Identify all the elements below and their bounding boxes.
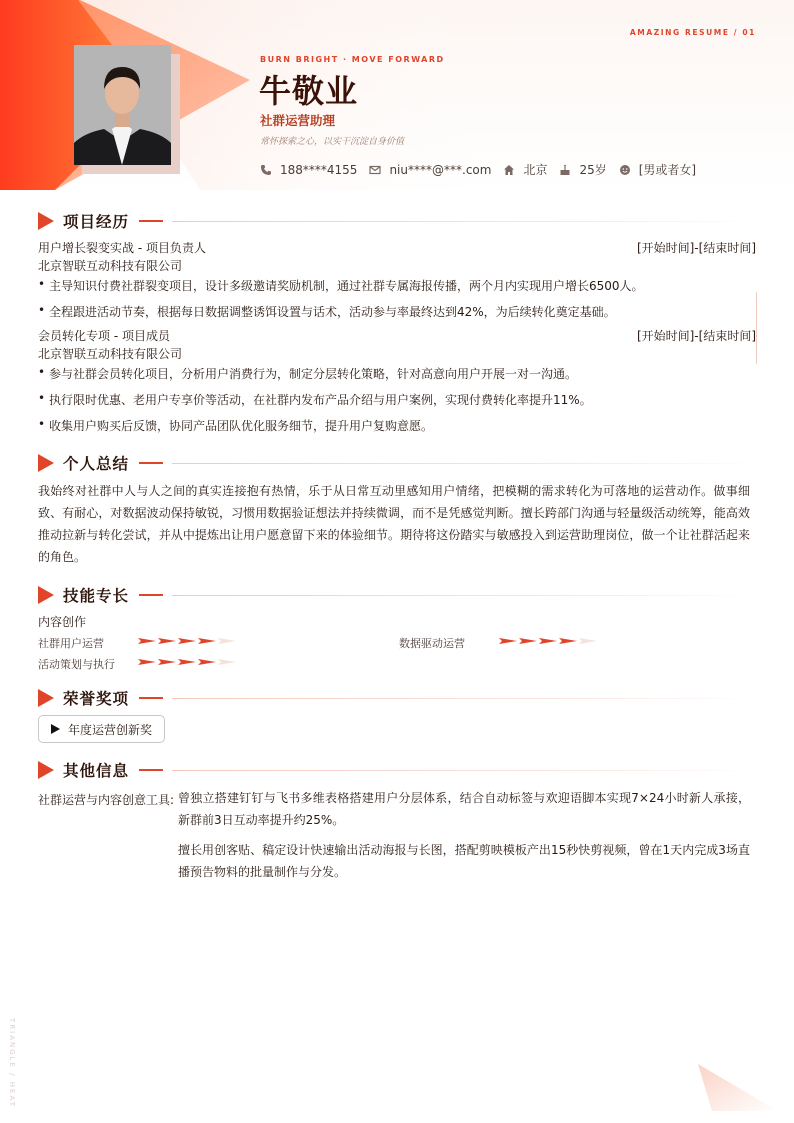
section-title: 项目经历 (63, 213, 130, 231)
home-icon (503, 164, 515, 176)
section-dash (139, 220, 163, 222)
skill-arrow-filled (198, 658, 216, 666)
contact-age (559, 161, 606, 178)
section-summary-header (38, 452, 758, 474)
footer-triangle-decoration (690, 1060, 780, 1115)
skill-arrow-filled (158, 658, 176, 666)
skill-arrow-filled (138, 637, 156, 645)
section-dash (139, 697, 163, 699)
job-title: 社群运营助理 (260, 113, 336, 128)
section-dash (139, 769, 163, 771)
skill-arrow-filled (519, 637, 537, 645)
project-company: 北京智联互动科技有限公司 (38, 347, 183, 361)
project-bullet: • 收集用户购买后反馈，协同产品团队优化服务细节，提升用户复购意愿。 (38, 417, 756, 434)
section-skills-header (38, 584, 758, 606)
project-title: 用户增长裂变实战 - 项目负责人 (38, 241, 206, 255)
section-other-header (38, 759, 758, 781)
contact-phone (260, 163, 357, 177)
section-honors-header (38, 687, 758, 709)
contact-email (369, 163, 491, 177)
award-tag (38, 715, 165, 743)
skill-level (138, 637, 238, 645)
project-bullet: • 执行限时优惠、老用户专享价等活动，在社群内发布产品介绍与用户案例，实现付费转化率提升11%。 (38, 391, 756, 408)
contact-city (503, 161, 547, 178)
triangle-icon (38, 454, 54, 472)
phone-icon (260, 164, 272, 176)
project-1-header (38, 239, 756, 256)
contact-gender (619, 161, 696, 178)
triangle-icon (38, 761, 54, 779)
other-paragraph: 曾独立搭建钉钉与飞书多维表格搭建用户分层体系，结合自动标签与欢迎语脚本实现7×24小时新人承接，新群前3日互动率提升约25%。 (178, 791, 750, 827)
award-label: 年度运营创新奖 (68, 722, 153, 737)
motto: 常怀探索之心，以实干沉淀自身价值 (260, 137, 405, 147)
skill-name: 活动策划与执行 (38, 658, 115, 671)
city-text: 北京 (523, 163, 548, 177)
candidate-name: 牛敬业 (259, 72, 359, 110)
project-bullet: • 主导知识付费社群裂变项目，设计多级邀请奖励机制，通过社群专属海报传播，两个月内实现用户增长6500人。 (38, 277, 756, 294)
skill-arrow-filled (178, 658, 196, 666)
skill-level (499, 637, 599, 645)
section-divider (172, 221, 758, 222)
play-icon (51, 724, 60, 734)
section-dash (139, 594, 163, 596)
other-paragraph: 擅长用创客贴、稿定设计快速输出活动海报与长图，搭配剪映模板产出15秒快剪视频，曾在1天内完成3场直播预告物料的批量制作与分发。 (178, 843, 750, 879)
slogan: BURN BRIGHT · MOVE FORWARD (260, 55, 445, 64)
triangle-icon (38, 212, 54, 230)
skill-arrow-filled (198, 637, 216, 645)
project-2-header (38, 327, 756, 344)
age-text: 25岁 (579, 163, 607, 177)
profile-photo (74, 45, 171, 165)
vertical-tag: TRIANGLE / HEAT (8, 1018, 16, 1108)
skill-arrow-filled (178, 637, 196, 645)
contact-row (260, 161, 708, 178)
skill-level (138, 658, 238, 666)
mail-icon (369, 164, 381, 176)
section-projects-header (38, 210, 758, 232)
section-dash (139, 462, 163, 464)
gender-text: [男或者女] (638, 163, 697, 177)
skill-arrow-filled (138, 658, 156, 666)
skill-group-label: 内容创作 (38, 615, 87, 629)
email-text: niu****@***.com (389, 162, 492, 177)
section-title: 其他信息 (63, 762, 130, 780)
skill-arrow-filled (499, 637, 517, 645)
skill-arrow-empty (218, 637, 236, 645)
project-bullet: • 全程跟进活动节奏，根据每日数据调整诱饵设置与话术，活动参与率最终达到42%，为后续转化奠定基础。 (38, 303, 756, 320)
summary-text: 我始终对社群中人与人之间的真实连接抱有热情，乐于从日常互动里感知用户情绪，把模糊的需求转化为可落地的运营动作。做事细致、有耐心，对数据波动保持敏锐，习惯用数据验证想法并持续微调，而不是凭感觉判断。擅长跨部门沟通与轻量级活动统筹，能高效推动拉新与转化尝试，并从中提炼出让用户愿意留下来的体验细节。期待将这份踏实与敏感投入到运营助理岗位，做一个让社群活起来的角色。 (38, 484, 750, 564)
project-period: [开始时间]-[结束时间] (636, 241, 756, 255)
skill-arrow-filled (158, 637, 176, 645)
other-label: 社群运营与内容创意工具: (38, 793, 175, 807)
project-bullet: • 参与社群会员转化项目，分析用户消费行为，制定分层转化策略，针对高意向用户开展一对一沟通。 (38, 365, 756, 382)
phone-text: 188****4155 (280, 162, 358, 177)
project-company: 北京智联互动科技有限公司 (38, 259, 183, 273)
section-divider (172, 698, 758, 699)
section-divider (172, 595, 758, 596)
skill-name: 社群用户运营 (38, 637, 104, 650)
skill-arrow-empty (218, 658, 236, 666)
section-title: 荣誉奖项 (63, 690, 130, 708)
skill-arrow-filled (559, 637, 577, 645)
corner-tag: AMAZING RESUME / 01 (629, 28, 756, 37)
section-divider (172, 770, 758, 771)
cake-icon (559, 164, 571, 176)
triangle-icon (38, 586, 54, 604)
skill-name: 数据驱动运营 (399, 637, 465, 650)
project-title: 会员转化专项 - 项目成员 (38, 329, 170, 343)
side-rule (756, 292, 757, 364)
section-title: 技能专长 (63, 587, 130, 605)
triangle-icon (38, 689, 54, 707)
project-period: [开始时间]-[结束时间] (636, 329, 756, 343)
section-divider (172, 463, 758, 464)
skill-arrow-filled (539, 637, 557, 645)
smile-icon (619, 164, 631, 176)
skill-arrow-empty (579, 637, 597, 645)
section-title: 个人总结 (63, 455, 130, 473)
